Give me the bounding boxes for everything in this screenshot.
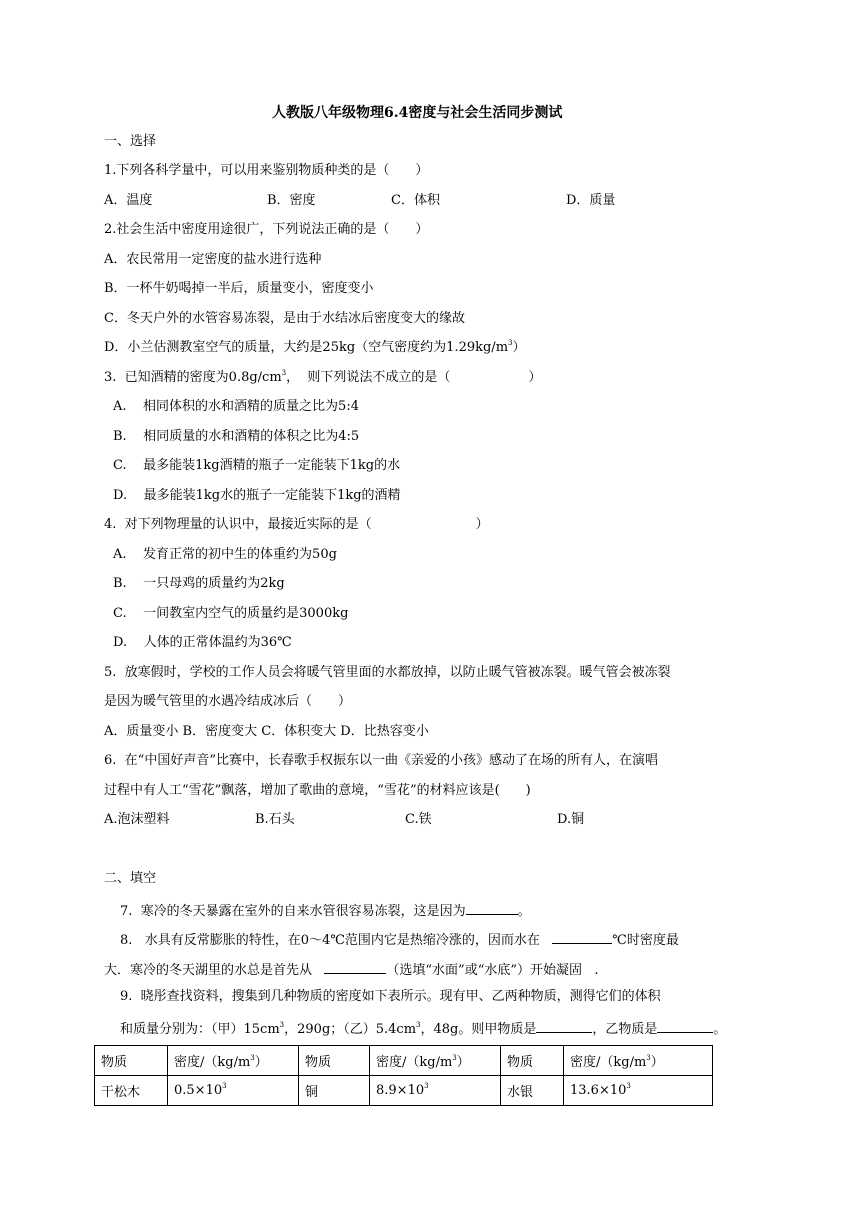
question-3-stem: 3. 已知酒精的密度为$0.8g/cm^3$， 则下列说法不成立的是（ ）	[104, 369, 542, 385]
question-9-line-1: 9. 晓彤查找资料，搜集到几种物质的密度如下表所示。现有甲、乙两种物质，测得它们的体积	[120, 989, 661, 1004]
q9-answer-blank-2[interactable]	[657, 1019, 713, 1033]
density-table	[94, 1045, 713, 1106]
q6-option-c: C.铁	[405, 812, 432, 827]
question-9-line-2: 和质量分别为：（甲）$15cm^3$，290g；（乙）$5.4cm^3$，48g。则甲物质是 ，乙物质是 。	[120, 1021, 727, 1037]
q3-option-a: A. 相同体积的水和酒精的质量之比为5:4	[113, 399, 359, 414]
table-header-cell: 物质	[501, 1046, 564, 1076]
table-header-cell: 密度$/(kg/m^3)$	[168, 1046, 299, 1076]
q6-option-a: A.泡沫塑料	[104, 812, 170, 827]
q3-option-c: C. 最多能装1kg酒精的瓶子一定能装下1kg的水	[113, 458, 401, 473]
q1-option-c: C．体积	[391, 193, 440, 208]
q8-answer-blank-2[interactable]	[324, 960, 386, 974]
question-8-line-2: 大．寒冷的冬天湖里的水总是首先从 （选填“水面”或“水底”）开始凝固 .	[104, 960, 599, 979]
q2-option-c: C．冬天户外的水管容易冻裂，是由于水结冰后密度变大的缘故	[104, 311, 465, 326]
question-1-stem: 1.下列各科学量中，可以用来鉴别物质种类的是（ ）	[104, 163, 429, 178]
question-6-line-1: 6. 在“中国好声音”比赛中，长春歌手权振东以一曲《亲爱的小孩》感动了在场的所有人，在演唱	[104, 753, 658, 768]
q2-option-d: D．小兰估测教室空气的质量，大约是25kg（空气密度约为$1.29kg/m^3$）	[104, 339, 526, 355]
table-header-cell: 物质	[299, 1046, 370, 1076]
q5-options: A．质量变小 B．密度变大 C．体积变大 D．比热容变小	[104, 724, 429, 739]
q1-option-b: B．密度	[267, 193, 316, 208]
question-4-stem: 4. 对下列物理量的认识中，最接近实际的是（ ）	[104, 517, 489, 532]
q4-option-b: B. 一只母鸡的质量约为2kg	[113, 576, 285, 591]
q4-option-c: C. 一间教室内空气的质量约是3000kg	[113, 606, 349, 621]
question-5-line-2: 是因为暖气管里的水遇冷结成冰后（ ）	[104, 694, 352, 709]
q3-option-b: B. 相同质量的水和酒精的体积之比为4:5	[113, 429, 360, 444]
q8-answer-blank-1[interactable]	[552, 930, 612, 944]
q1-option-a: A．温度	[104, 193, 153, 208]
table-cell: $13.6\times 10^3$	[564, 1076, 713, 1106]
q6-option-b: B.石头	[255, 812, 295, 827]
q9-answer-blank-1[interactable]	[536, 1019, 592, 1033]
table-header-cell: 物质	[95, 1046, 168, 1076]
question-7: 7. 寒冷的冬天暴露在室外的自来水管很容易冻裂，这是因为 。	[120, 901, 531, 920]
question-2-stem: 2.社会生活中密度用途很广，下列说法正确的是（ ）	[104, 222, 429, 237]
q2-option-a: A．农民常用一定密度的盐水进行选种	[104, 252, 322, 267]
question-8-line-1: 8. 水具有反常膨胀的特性，在0～4℃范围内它是热缩冷涨的，因而水在 ℃时密度最	[120, 930, 679, 949]
table-header-cell: 密度$/(kg/m^3)$	[564, 1046, 713, 1076]
table-header-row	[95, 1046, 713, 1076]
question-5-line-1: 5. 放寒假时，学校的工作人员会将暖气管里面的水都放掉，以防止暖气管被冻裂。暖气管会被冻裂	[104, 665, 671, 680]
page-title: 人教版八年级物理6.4密度与社会生活同步测试	[272, 105, 563, 121]
section-heading-fill: 二、填空	[104, 871, 157, 886]
q4-option-a: A. 发育正常的初中生的体重约为50g	[113, 547, 337, 562]
table-cell: $0.5\times 10^3$	[168, 1076, 299, 1106]
table-cell: 干松木	[95, 1076, 168, 1106]
table-cell: $8.9\times 10^3$	[370, 1076, 501, 1106]
question-6-line-2: 过程中有人工“雪花”飘落，增加了歌曲的意境，“雪花”的材料应该是( )	[104, 783, 531, 798]
q3-option-d: D. 最多能装1kg水的瓶子一定能装下1kg的酒精	[113, 488, 401, 503]
table-cell: 水银	[501, 1076, 564, 1106]
table-row	[95, 1076, 713, 1106]
table-cell: 铜	[299, 1076, 370, 1106]
table-header-cell: 密度$/(kg/m^3)$	[370, 1046, 501, 1076]
q2-option-b: B．一杯牛奶喝掉一半后，质量变小，密度变小	[104, 281, 374, 296]
section-heading-choice: 一、选择	[104, 134, 157, 149]
q4-option-d: D. 人体的正常体温约为36℃	[113, 635, 292, 650]
q1-option-d: D．质量	[566, 193, 616, 208]
q6-option-d: D.铜	[557, 812, 585, 827]
q7-answer-blank[interactable]	[466, 901, 518, 915]
